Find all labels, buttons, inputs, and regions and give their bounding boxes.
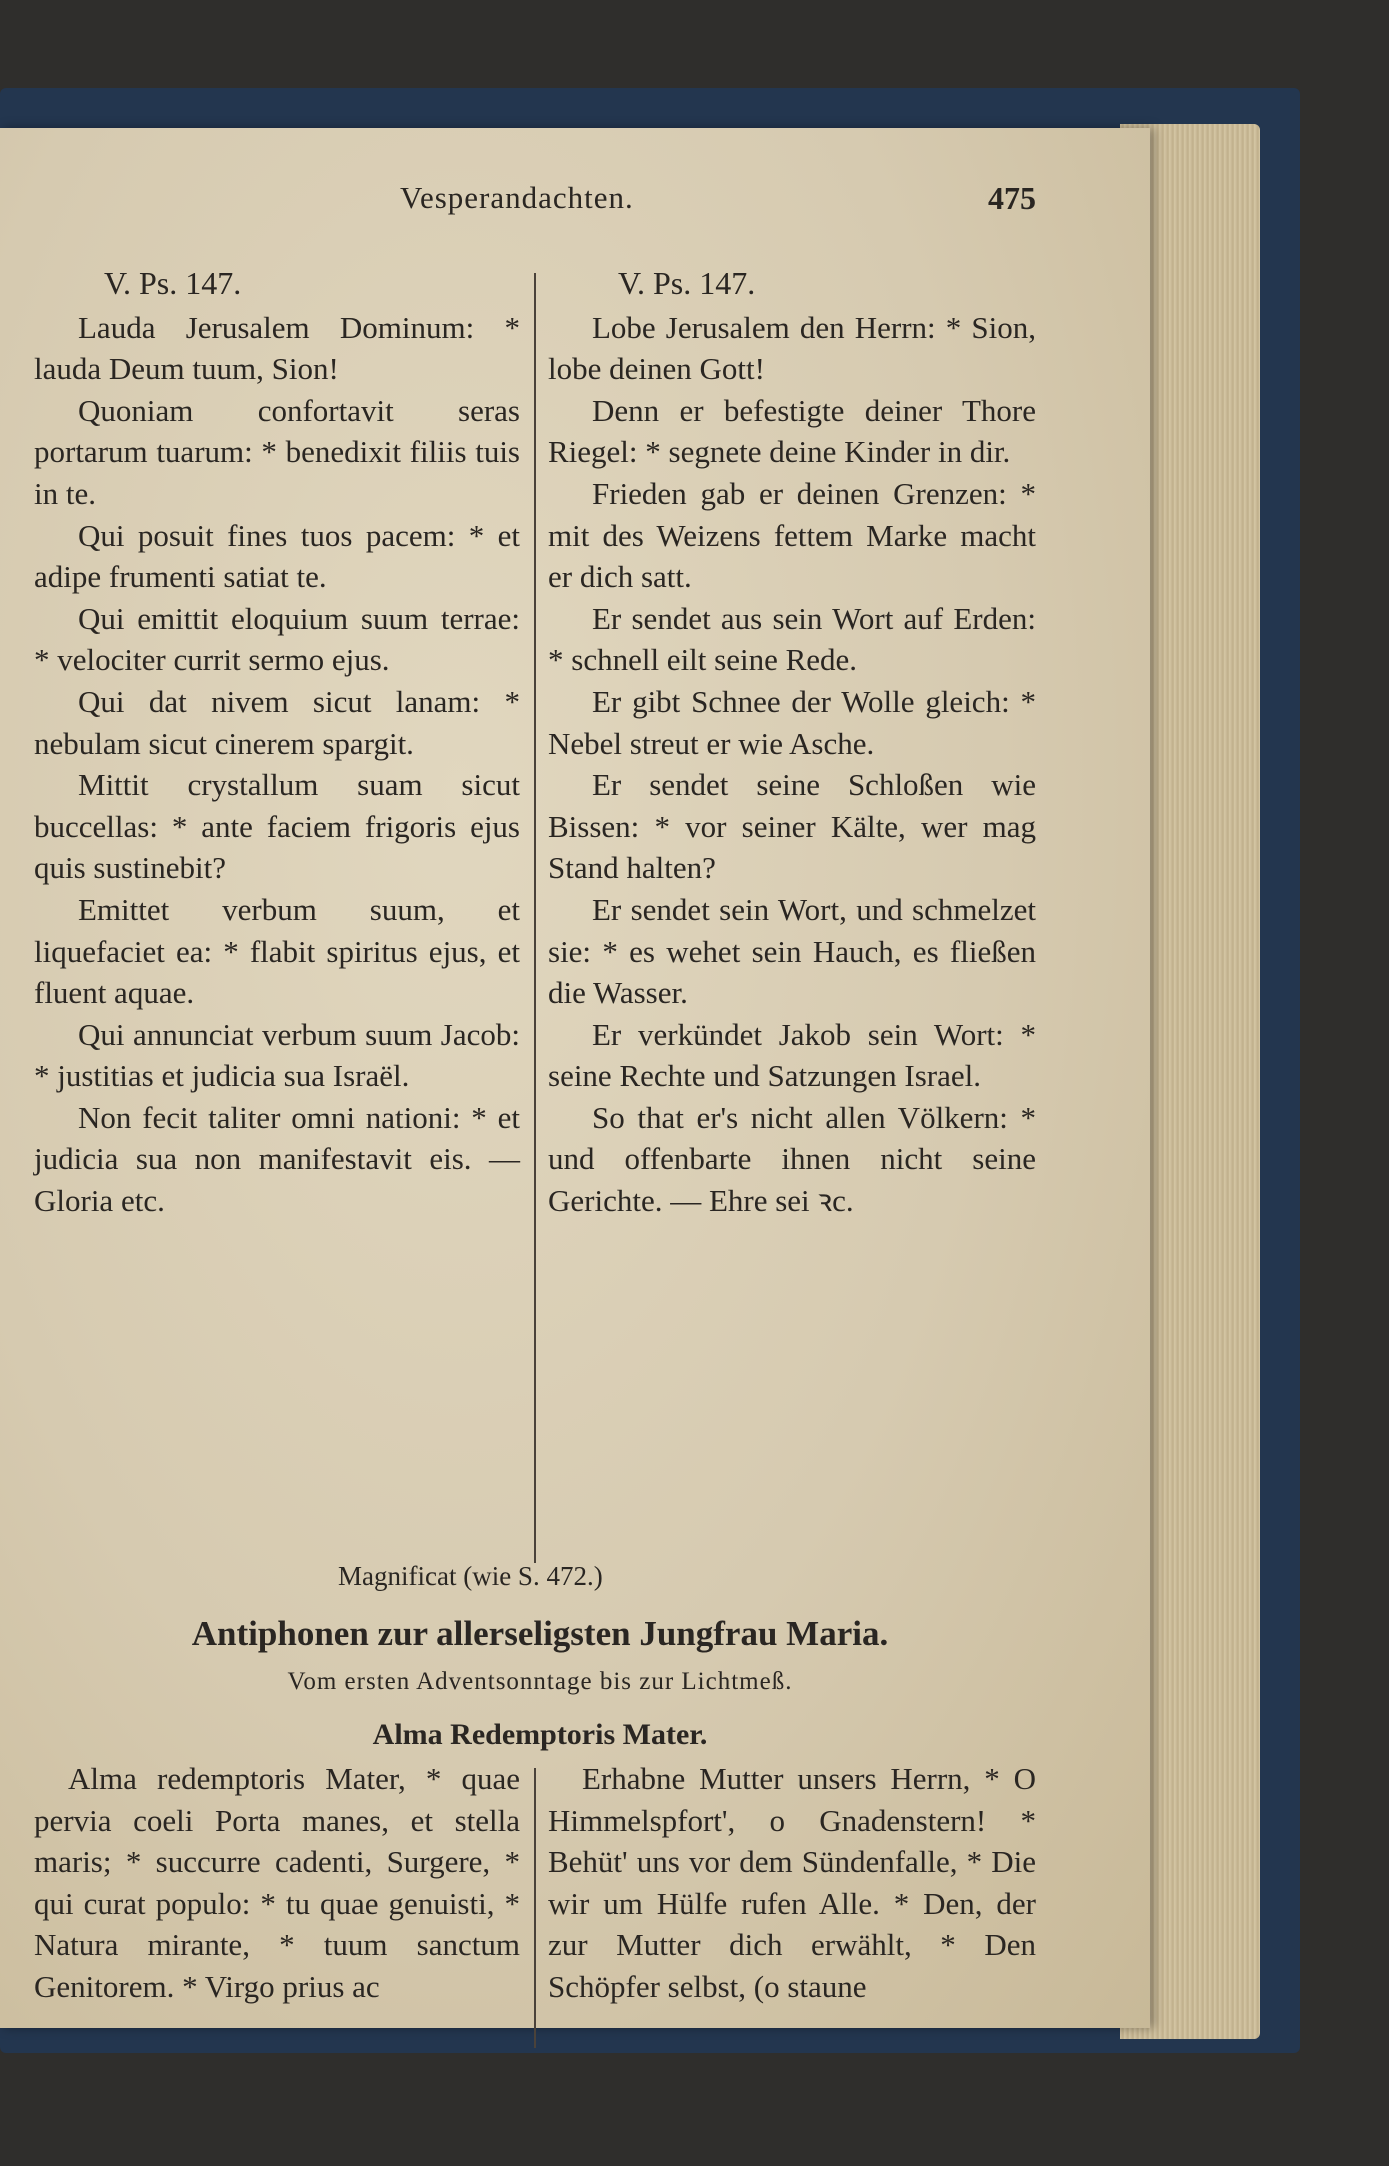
german-psalm-heading: V. Ps. 147.: [618, 265, 756, 301]
german-verse: Er sendet seine Schloßen wie Bissen: * vor seiner Kälte, wer mag Stand halten?: [548, 767, 1036, 886]
german-antiphon-text: Erhabne Mutter unsers Herrn, * O Himmelspfort', o Gnadenstern! * Behüt' uns vor dem Sündenfalle, * Die wir um Hülfe rufen Alle. * Den, der zur Mutter dich erwählt, * Den Schöpfer selbst, (o staune: [548, 1761, 1036, 2004]
german-verse: Frieden gab er deinen Grenzen: * mit des Weizens fettem Marke macht er dich satt.: [548, 475, 1036, 595]
latin-verse: Non fecit taliter omni nationi: * et judicia sua non manifestavit eis. — Gloria etc.: [34, 1099, 520, 1219]
latin-verse: Qui annunciat verbum suum Jacob: * justitias et judicia sua Israël.: [34, 1016, 520, 1094]
latin-verse: Qui emittit eloquium suum terrae: * velociter currit sermo ejus.: [34, 600, 520, 678]
latin-psalm-heading: V. Ps. 147.: [104, 265, 242, 301]
latin-verse: Quoniam confortavit seras portarum tuarum: * benedixit filiis tuis in te.: [34, 392, 520, 511]
german-antiphon-column: [548, 1758, 1036, 2008]
page-header: [400, 180, 1036, 230]
column-divider: [534, 273, 536, 1563]
antiphons-title: Antiphonen zur allerseligsten Jungfrau Maria.: [191, 1614, 889, 1653]
page-number: 475: [988, 180, 1036, 216]
latin-verse: Mittit crystallum suam sicut buccellas: * ante faciem frigoris ejus quis sustinebit?: [34, 767, 520, 886]
german-psalm-column: [548, 263, 1036, 1222]
latin-psalm-column: [34, 263, 520, 1222]
latin-verse: Qui posuit fines tuos pacem: * et adipe frumenti satiat te.: [34, 517, 520, 595]
german-verse: Er verkündet Jakob sein Wort: * seine Rechte und Satzungen Israel.: [548, 1016, 1036, 1094]
magnificat-reference: Magnificat (wie S. 472.): [338, 1561, 603, 1591]
alma-heading: Alma Redemptoris Mater.: [372, 1718, 708, 1751]
german-verse: Er gibt Schnee der Wolle gleich: * Nebel streut er wie Asche.: [548, 683, 1036, 761]
latin-verse: Emittet verbum suum, et liquefaciet ea: * flabit spiritus ejus, et fluent aquae.: [34, 891, 520, 1011]
german-verse: So that er's nicht allen Völkern: * und offenbarte ihnen nicht seine Gerichte. — Ehre sei ꝛc.: [548, 1099, 1036, 1219]
latin-antiphon-column: [34, 1758, 520, 2008]
column-divider: [534, 1768, 536, 2048]
german-verse: Er sendet aus sein Wort auf Erden: * schnell eilt seine Rede.: [548, 600, 1036, 678]
german-verse: Denn er befestigte deiner Thore Riegel: * segnete deine Kinder in dir.: [548, 392, 1036, 470]
german-verse: Lobe Jerusalem den Herrn: * Sion, lobe deinen Gott!: [548, 309, 1036, 387]
antiphons-subtitle: Vom ersten Adventsonntage bis zur Lichtmeß.: [287, 1668, 793, 1695]
german-verse: Er sendet sein Wort, und schmelzet sie: * es wehet sein Hauch, es fließen die Wasser.: [548, 891, 1036, 1011]
latin-verse: Qui dat nivem sicut lanam: * nebulam sicut cinerem spargit.: [34, 683, 520, 761]
running-title: Vesperandachten.: [400, 180, 634, 215]
latin-antiphon-text: Alma redemptoris Mater, * quae pervia coeli Porta manes, et stella maris; * succurre cadenti, Surgere, * qui curat populo: * tu quae genuisti, * Natura mirante, * tuum sanctum Genitorem. * Virgo prius ac: [34, 1761, 520, 2004]
latin-verse: Lauda Jerusalem Dominum: * lauda Deum tuum, Sion!: [34, 309, 520, 387]
book-page: [0, 128, 1150, 2028]
